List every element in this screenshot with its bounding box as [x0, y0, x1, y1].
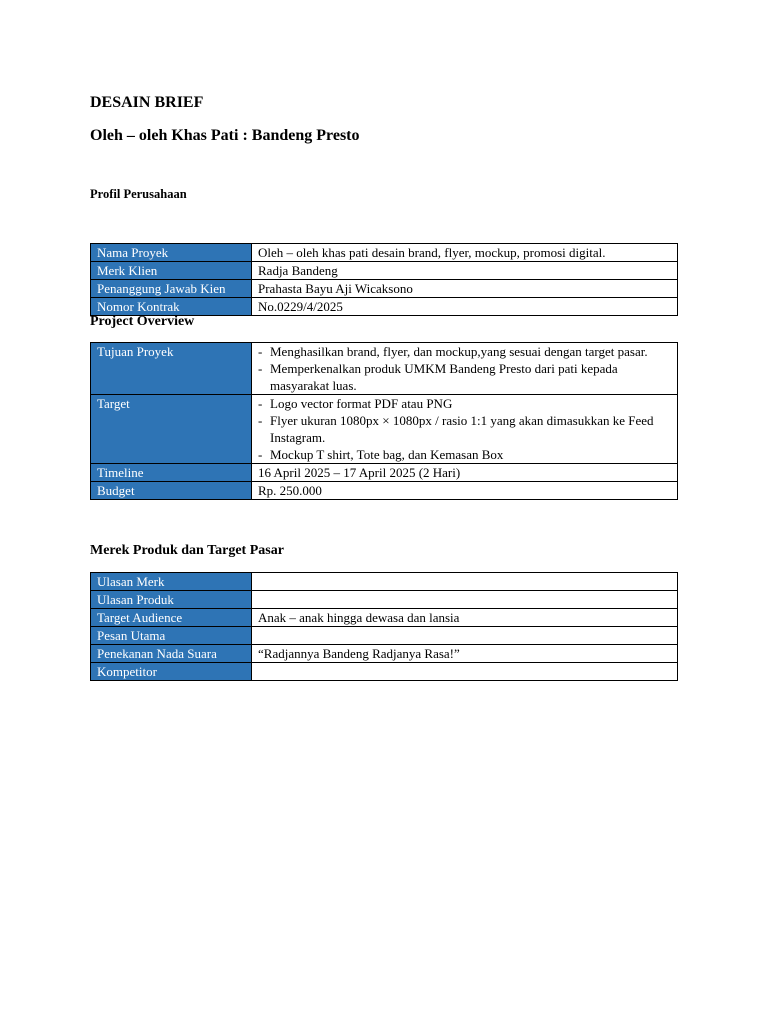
row-label: Ulasan Produk [91, 591, 252, 609]
row-value: No.0229/4/2025 [252, 298, 678, 316]
table-row [91, 645, 678, 663]
section-heading-overview: Project Overview [90, 314, 195, 329]
table-row [91, 627, 678, 645]
list-item: - Memperkenalkan produk UMKM Bandeng Presto dari pati kepada masyarakat luas. [258, 360, 671, 394]
section-heading-profil: Profil Perusahaan [90, 187, 187, 201]
row-label: Timeline [91, 464, 252, 482]
row-value: Radja Bandeng [252, 262, 678, 280]
table-row [91, 464, 678, 482]
table-row [91, 609, 678, 627]
row-value: Oleh – oleh khas pati desain brand, flyer, mockup, promosi digital. [252, 244, 678, 262]
row-value [252, 591, 678, 609]
row-label: Pesan Utama [91, 627, 252, 645]
tujuan-list [258, 343, 671, 394]
row-value [252, 573, 678, 591]
document-subtitle: Oleh – oleh Khas Pati : Bandeng Presto [90, 127, 360, 144]
row-value: Prahasta Bayu Aji Wicaksono [252, 280, 678, 298]
section-heading-merek: Merek Produk dan Target Pasar [90, 543, 284, 558]
table-row [91, 573, 678, 591]
row-value [252, 343, 678, 395]
list-item: - Menghasilkan brand, flyer, dan mockup,yang sesuai dengan target pasar. [258, 343, 671, 360]
table-row [91, 244, 678, 262]
row-label: Nama Proyek [91, 244, 252, 262]
table-row [91, 482, 678, 500]
row-label: Target Audience [91, 609, 252, 627]
table-row [91, 663, 678, 681]
row-label: Penanggung Jawab Kien [91, 280, 252, 298]
row-label: Kompetitor [91, 663, 252, 681]
row-value: Rp. 250.000 [252, 482, 678, 500]
target-list [258, 395, 671, 463]
merek-table [90, 572, 678, 681]
row-label: Budget [91, 482, 252, 500]
overview-table [90, 342, 678, 500]
row-value: 16 April 2025 – 17 April 2025 (2 Hari) [252, 464, 678, 482]
row-label: Ulasan Merk [91, 573, 252, 591]
list-item: - Mockup T shirt, Tote bag, dan Kemasan Box [258, 446, 671, 463]
table-row [91, 343, 678, 395]
table-row [91, 280, 678, 298]
row-value [252, 395, 678, 464]
row-value [252, 627, 678, 645]
row-value: Anak – anak hingga dewasa dan lansia [252, 609, 678, 627]
document-title: DESAIN BRIEF [90, 94, 204, 111]
list-item: - Flyer ukuran 1080px × 1080px / rasio 1:1 yang akan dimasukkan ke Feed Instagram. [258, 412, 671, 446]
table-row [91, 298, 678, 316]
row-label: Penekanan Nada Suara [91, 645, 252, 663]
row-label: Merk Klien [91, 262, 252, 280]
row-value: “Radjannya Bandeng Radjanya Rasa!” [252, 645, 678, 663]
row-label: Tujuan Proyek [91, 343, 252, 395]
row-value [252, 663, 678, 681]
table-row [91, 591, 678, 609]
list-item: - Logo vector format PDF atau PNG [258, 395, 671, 412]
profil-table [90, 243, 678, 316]
row-label: Nomor Kontrak [91, 298, 252, 316]
table-row [91, 395, 678, 464]
row-label: Target [91, 395, 252, 464]
table-row [91, 262, 678, 280]
